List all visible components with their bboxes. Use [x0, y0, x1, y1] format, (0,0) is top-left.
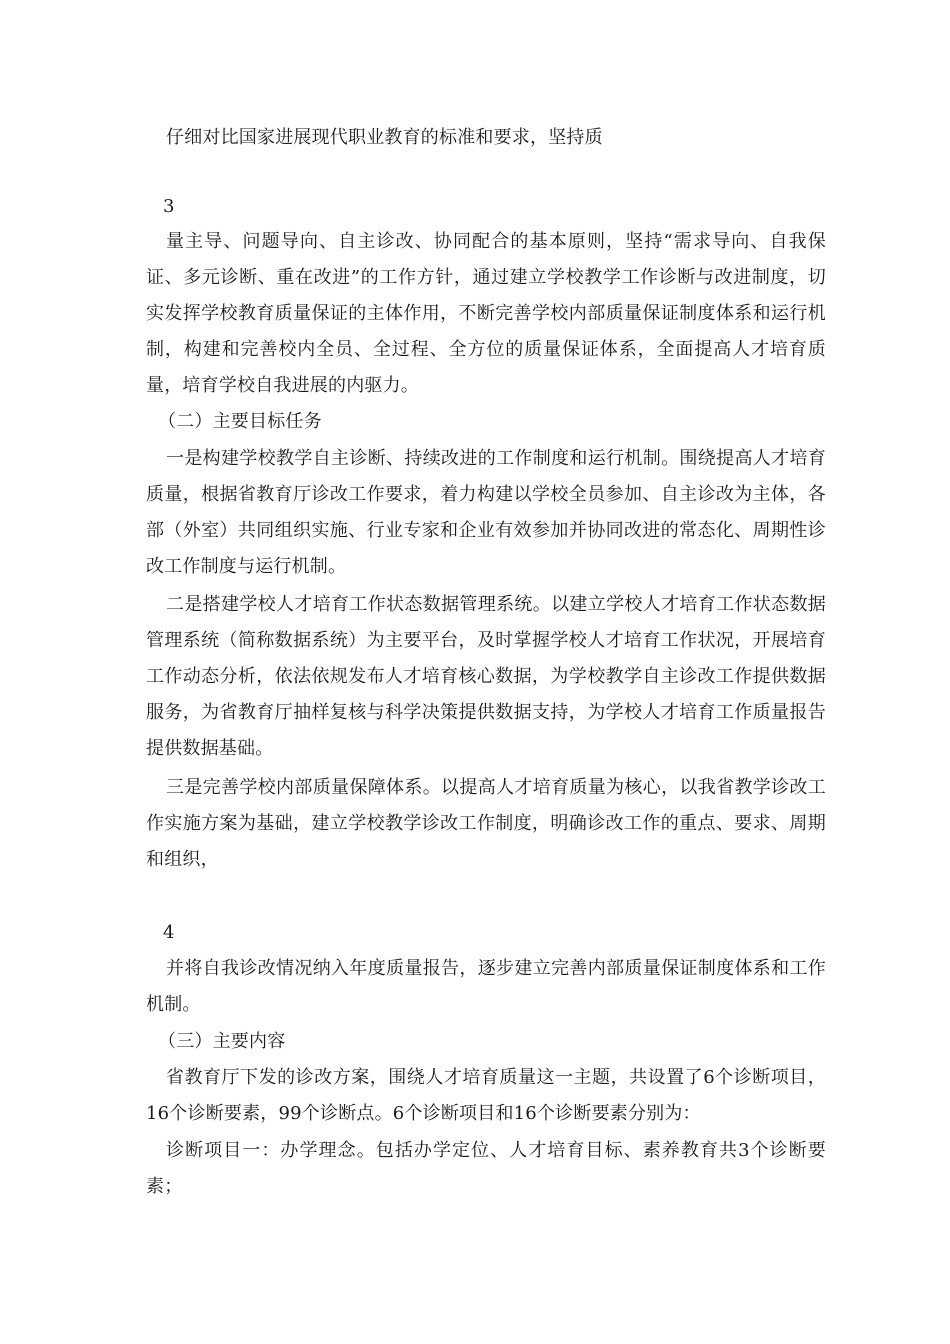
paragraph: 一是构建学校教学自主诊断、持续改进的工作制度和运行机制。围绕提高人才培育质量，根据省教育厅诊改工作要求，着力构建以学校全员参加、自主诊改为主体，各部（外室）共同组织实施、行业专家和企业有效参加并协同改进的常态化、周期性诊改工作制度与运行机制。: [146, 448, 826, 577]
paragraph: 省教育厅下发的诊改方案，围绕人才培育质量这一主题，共设置了6个诊断项目，16个诊断要素，99个诊断点。6个诊断项目和16个诊断要素分别为：: [146, 1067, 826, 1124]
paragraph: 量主导、问题导向、自主诊改、协同配合的基本原则，坚持“需求导向、自我保证、多元诊断、重在改进”的工作方针，通过建立学校教学工作诊断与改进制度，切实发挥学校教育质量保证的主体作用，不断完善学校内部质量保证制度体系和运行机制，构建和完善校内全员、全过程、全方位的质量保证体系，全面提高人才培育质量，培育学校自我进展的内驱力。: [146, 231, 826, 396]
section-heading: （二）主要目标任务: [158, 411, 322, 432]
page-number: 4: [163, 922, 175, 943]
paragraph: 二是搭建学校人才培育工作状态数据管理系统。以建立学校人才培育工作状态数据管理系统（简称数据系统）为主要平台，及时掌握学校人才培育工作状况，开展培育工作动态分析，依法依规发布人才培育核心数据，为学校教学自主诊改工作提供数据服务，为省教育厅抽样复核与科学决策提供数据支持，为学校人才培育工作质量报告提供数据基础。: [146, 594, 826, 759]
paragraph: 诊断项目一：办学理念。包括办学定位、人才培育目标、素养教育共3个诊断要素；: [146, 1140, 826, 1197]
page-number: 3: [163, 196, 175, 217]
paragraph: 仔细对比国家进展现代职业教育的标准和要求，坚持质: [166, 127, 603, 148]
section-heading: （三）主要内容: [158, 1031, 286, 1052]
paragraph: 并将自我诊改情况纳入年度质量报告，逐步建立完善内部质量保证制度体系和工作机制。: [146, 958, 826, 1015]
paragraph: 三是完善学校内部质量保障体系。以提高人才培育质量为核心，以我省教学诊改工作实施方案为基础，建立学校教学诊改工作制度，明确诊改工作的重点、要求、周期和组织，: [146, 777, 826, 870]
